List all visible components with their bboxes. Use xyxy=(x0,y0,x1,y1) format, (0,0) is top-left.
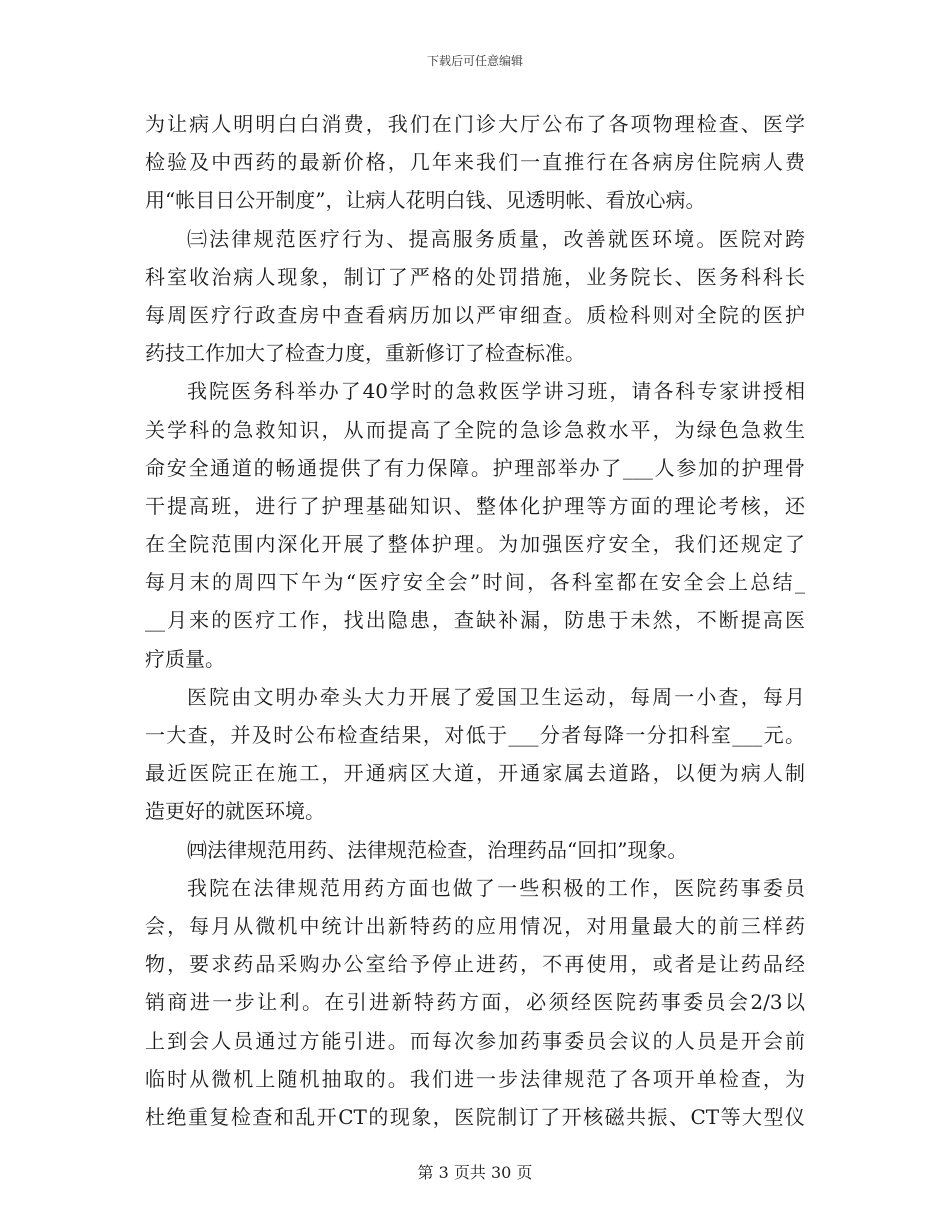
text-line: 会，每月从微机中统计出新特药的应用情况，对用量最大的前三样药 xyxy=(145,913,805,938)
text-line: 医院由文明办牵头大力开展了爱国卫生运动，每周一小查，每月 xyxy=(187,684,805,709)
text-line: 关学科的急救知识，从而提高了全院的急诊急救水平，为绿色急救生 xyxy=(145,417,805,442)
text-line: 临时从微机上随机抽取的。我们进一步法律规范了各项开单检查，为 xyxy=(145,1066,805,1091)
text-line: __月来的医疗工作，找出隐患，查缺补漏，防患于未然，不断提高医 xyxy=(145,608,805,633)
text-line: 在全院范围内深化开展了整体护理。为加强医疗安全，我们还规定了 xyxy=(145,532,805,557)
text-line: 一大查，并及时公布检查结果，对低于___分者每降一分扣科室___元。 xyxy=(145,723,805,747)
text-line: 为让病人明明白白消费，我们在门诊大厅公布了各项物理检查、医学 xyxy=(145,112,805,136)
text-line: 每月末的周四下午为“医疗安全会”时间，各科室都在安全会上总结_ xyxy=(145,570,805,595)
text-line: 杜绝重复检查和乱开CT的现象，医院制订了开核磁共振、CT等大型仪 xyxy=(145,1104,805,1129)
text-line: 疗质量。 xyxy=(145,646,225,671)
text-line: 药技工作加大了检查力度，重新修订了检查标准。 xyxy=(145,341,585,366)
text-line: 干提高班，进行了护理基础知识、整体化护理等方面的理论考核，还 xyxy=(145,493,805,518)
text-line: 上到会人员通过方能引进。而每次参加药事委员会议的人员是开会前 xyxy=(145,1028,805,1053)
text-line: 我院在法律规范用药方面也做了一些积极的工作，医院药事委员 xyxy=(187,875,805,900)
text-line: 检验及中西药的最新价格，几年来我们一直推行在各病房住院病人费 xyxy=(145,150,805,175)
text-line: 用“帐目日公开制度”，让病人花明白钱、见透明帐、看放心病。 xyxy=(145,188,706,213)
text-line: 我院医务科举办了40学时的急救医学讲习班，请各科专家讲授相 xyxy=(187,379,805,404)
text-line: 销商进一步让利。在引进新特药方面，必须经医院药事委员会2/3以 xyxy=(145,990,805,1015)
text-line: ㈣法律规范用药、法律规范检查，治理药品“回扣”现象。 xyxy=(187,837,688,862)
text-line: 每周医疗行政查房中查看病历加以严审细查。质检科则对全院的医护 xyxy=(145,302,805,327)
text-line: 最近医院正在施工，开通病区大道，开通家属去道路，以便为病人制 xyxy=(145,761,805,786)
document-body xyxy=(145,105,805,1136)
text-line: 科室收治病人现象，制订了严格的处罚措施，业务院长、医务科科长 xyxy=(145,264,805,289)
page-header: 下载后可任意编辑 xyxy=(426,54,523,68)
text-line: 造更好的就医环境。 xyxy=(145,799,325,824)
page-footer: 第 3 页共 30 页 xyxy=(417,1163,533,1182)
text-line: 物，要求药品采购办公室给予停止进药，不再使用，或者是让药品经 xyxy=(145,952,805,977)
text-line: ㈢法律规范医疗行为、提高服务质量，改善就医环境。医院对跨 xyxy=(187,226,805,251)
text-line: 命安全通道的畅通提供了有力保障。护理部举办了___人参加的护理骨 xyxy=(145,455,805,480)
